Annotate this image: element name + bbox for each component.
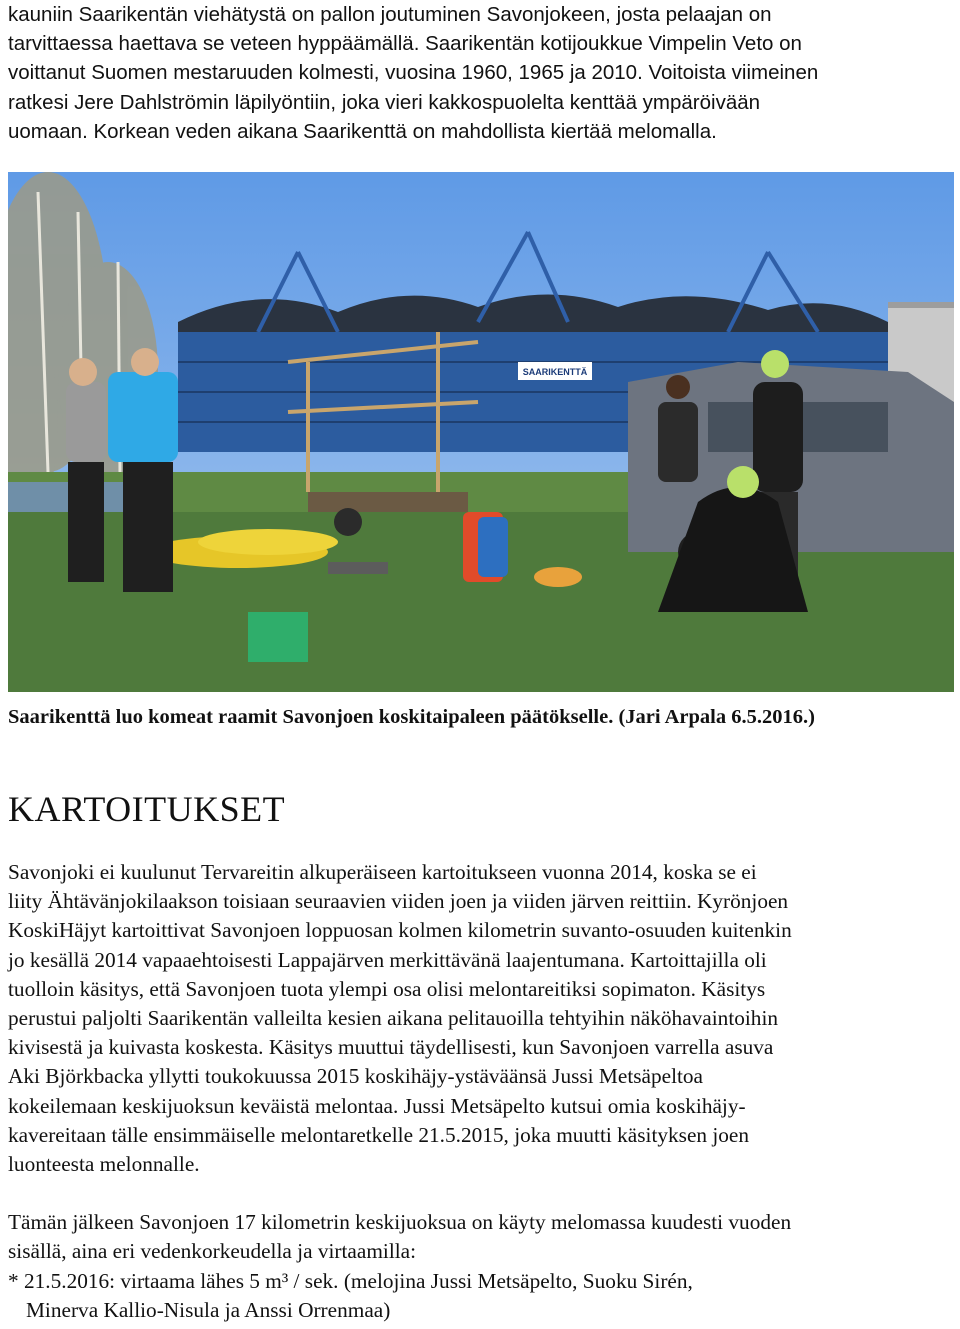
photo-caption: Saarikenttä luo komeat raamit Savonjoen koskitaipaleen päätökselle. (Jari Arpala 6.5.2016.) (8, 706, 815, 728)
paragraph-line: liity Ähtävänjokilaakson toisiaan seuraavien viiden joen ja viiden järven reittiin. Kyrönjoen (8, 889, 789, 914)
paragraph-line: luonteesta melonnalle. (8, 1152, 200, 1177)
paragraph-line: KoskiHäjyt kartoittivat Savonjoen loppuosan kolmen kilometrin suvanto-osuuden kuitenkin (8, 918, 792, 943)
paragraph-line: jo kesällä 2014 vapaaehtoisesti Lappajärven merkittävänä laajentumana. Kartoittajilla oli (8, 947, 767, 972)
stadium-sign-text: SAARIKENTTÄ (522, 367, 588, 377)
paragraph-line: perustui paljolti Saarikentän valleilta kesien aikana pelitauoilla tehtyihin näköhavaintoihin (8, 1006, 779, 1031)
photo-illustration (8, 172, 954, 692)
section-body (8, 858, 958, 1325)
paragraph-line: kavereitaan tälle ensimmäiselle melontaretkelle 21.5.2015, joka muutti käsityksen joen (8, 1122, 750, 1147)
paragraph-line: kivisestä ja kuivasta koskesta. Käsitys muuttui täydellisesti, kun Savonjoen varrella asuva (8, 1035, 774, 1060)
paragraph-line: Aki Björkbacka yllytti toukokuussa 2015 koskihäjy-ystäväänsä Jussi Metsäpeltoa (8, 1064, 704, 1089)
paragraph-line: sisällä, aina eri vedenkorkeudella ja virtaamilla: (8, 1239, 417, 1264)
intro-paragraph (8, 0, 958, 146)
list-item: * 21.5.2016: virtaama lähes 5 m³ / sek. (melojina Jussi Metsäpelto, Suoku Sirén, (8, 1268, 693, 1293)
intro-line: voittanut Suomen mestaruuden kolmesti, vuosina 1960, 1965 ja 2010. Voitoista viimeinen (8, 61, 819, 85)
paragraph-line: Tämän jälkeen Savonjoen 17 kilometrin keskijuoksua on käyty melomassa kuudesti vuoden (8, 1210, 792, 1235)
intro-line: tarvittaessa haettava se veteen hyppäämällä. Saarikentän kotijoukkue Vimpelin Veto on (8, 32, 802, 56)
list-item-continuation: Minerva Kallio-Nisula ja Anssi Orrenmaa) (26, 1297, 391, 1322)
intro-line: uomaan. Korkean veden aikana Saarikenttä on mahdollista kiertää melomalla. (8, 119, 717, 143)
paragraph-line: Savonjoki ei kuulunut Tervareitin alkuperäiseen kartoitukseen vuonna 2014, koska se ei (8, 860, 757, 884)
paragraph-line: tuolloin käsitys, että Savonjoen tuota ylempi osa olisi melontareitiksi sopimaton. Käsitys (8, 976, 766, 1001)
intro-line: ratkesi Jere Dahlströmin läpilyöntiin, joka vieri kakkospuolelta kenttää ympäröivään (8, 90, 761, 114)
intro-line: kauniin Saarikentän viehätystä on pallon joutuminen Savonjokeen, josta pelaajan on (8, 3, 772, 26)
stadium-kayakers-photo (8, 172, 954, 692)
section-heading: KARTOITUKSET (8, 789, 286, 829)
paragraph-line: kokeilemaan keskijuoksun keväistä melontaa. Jussi Metsäpelto kutsui omia koskihäjy- (8, 1093, 746, 1118)
